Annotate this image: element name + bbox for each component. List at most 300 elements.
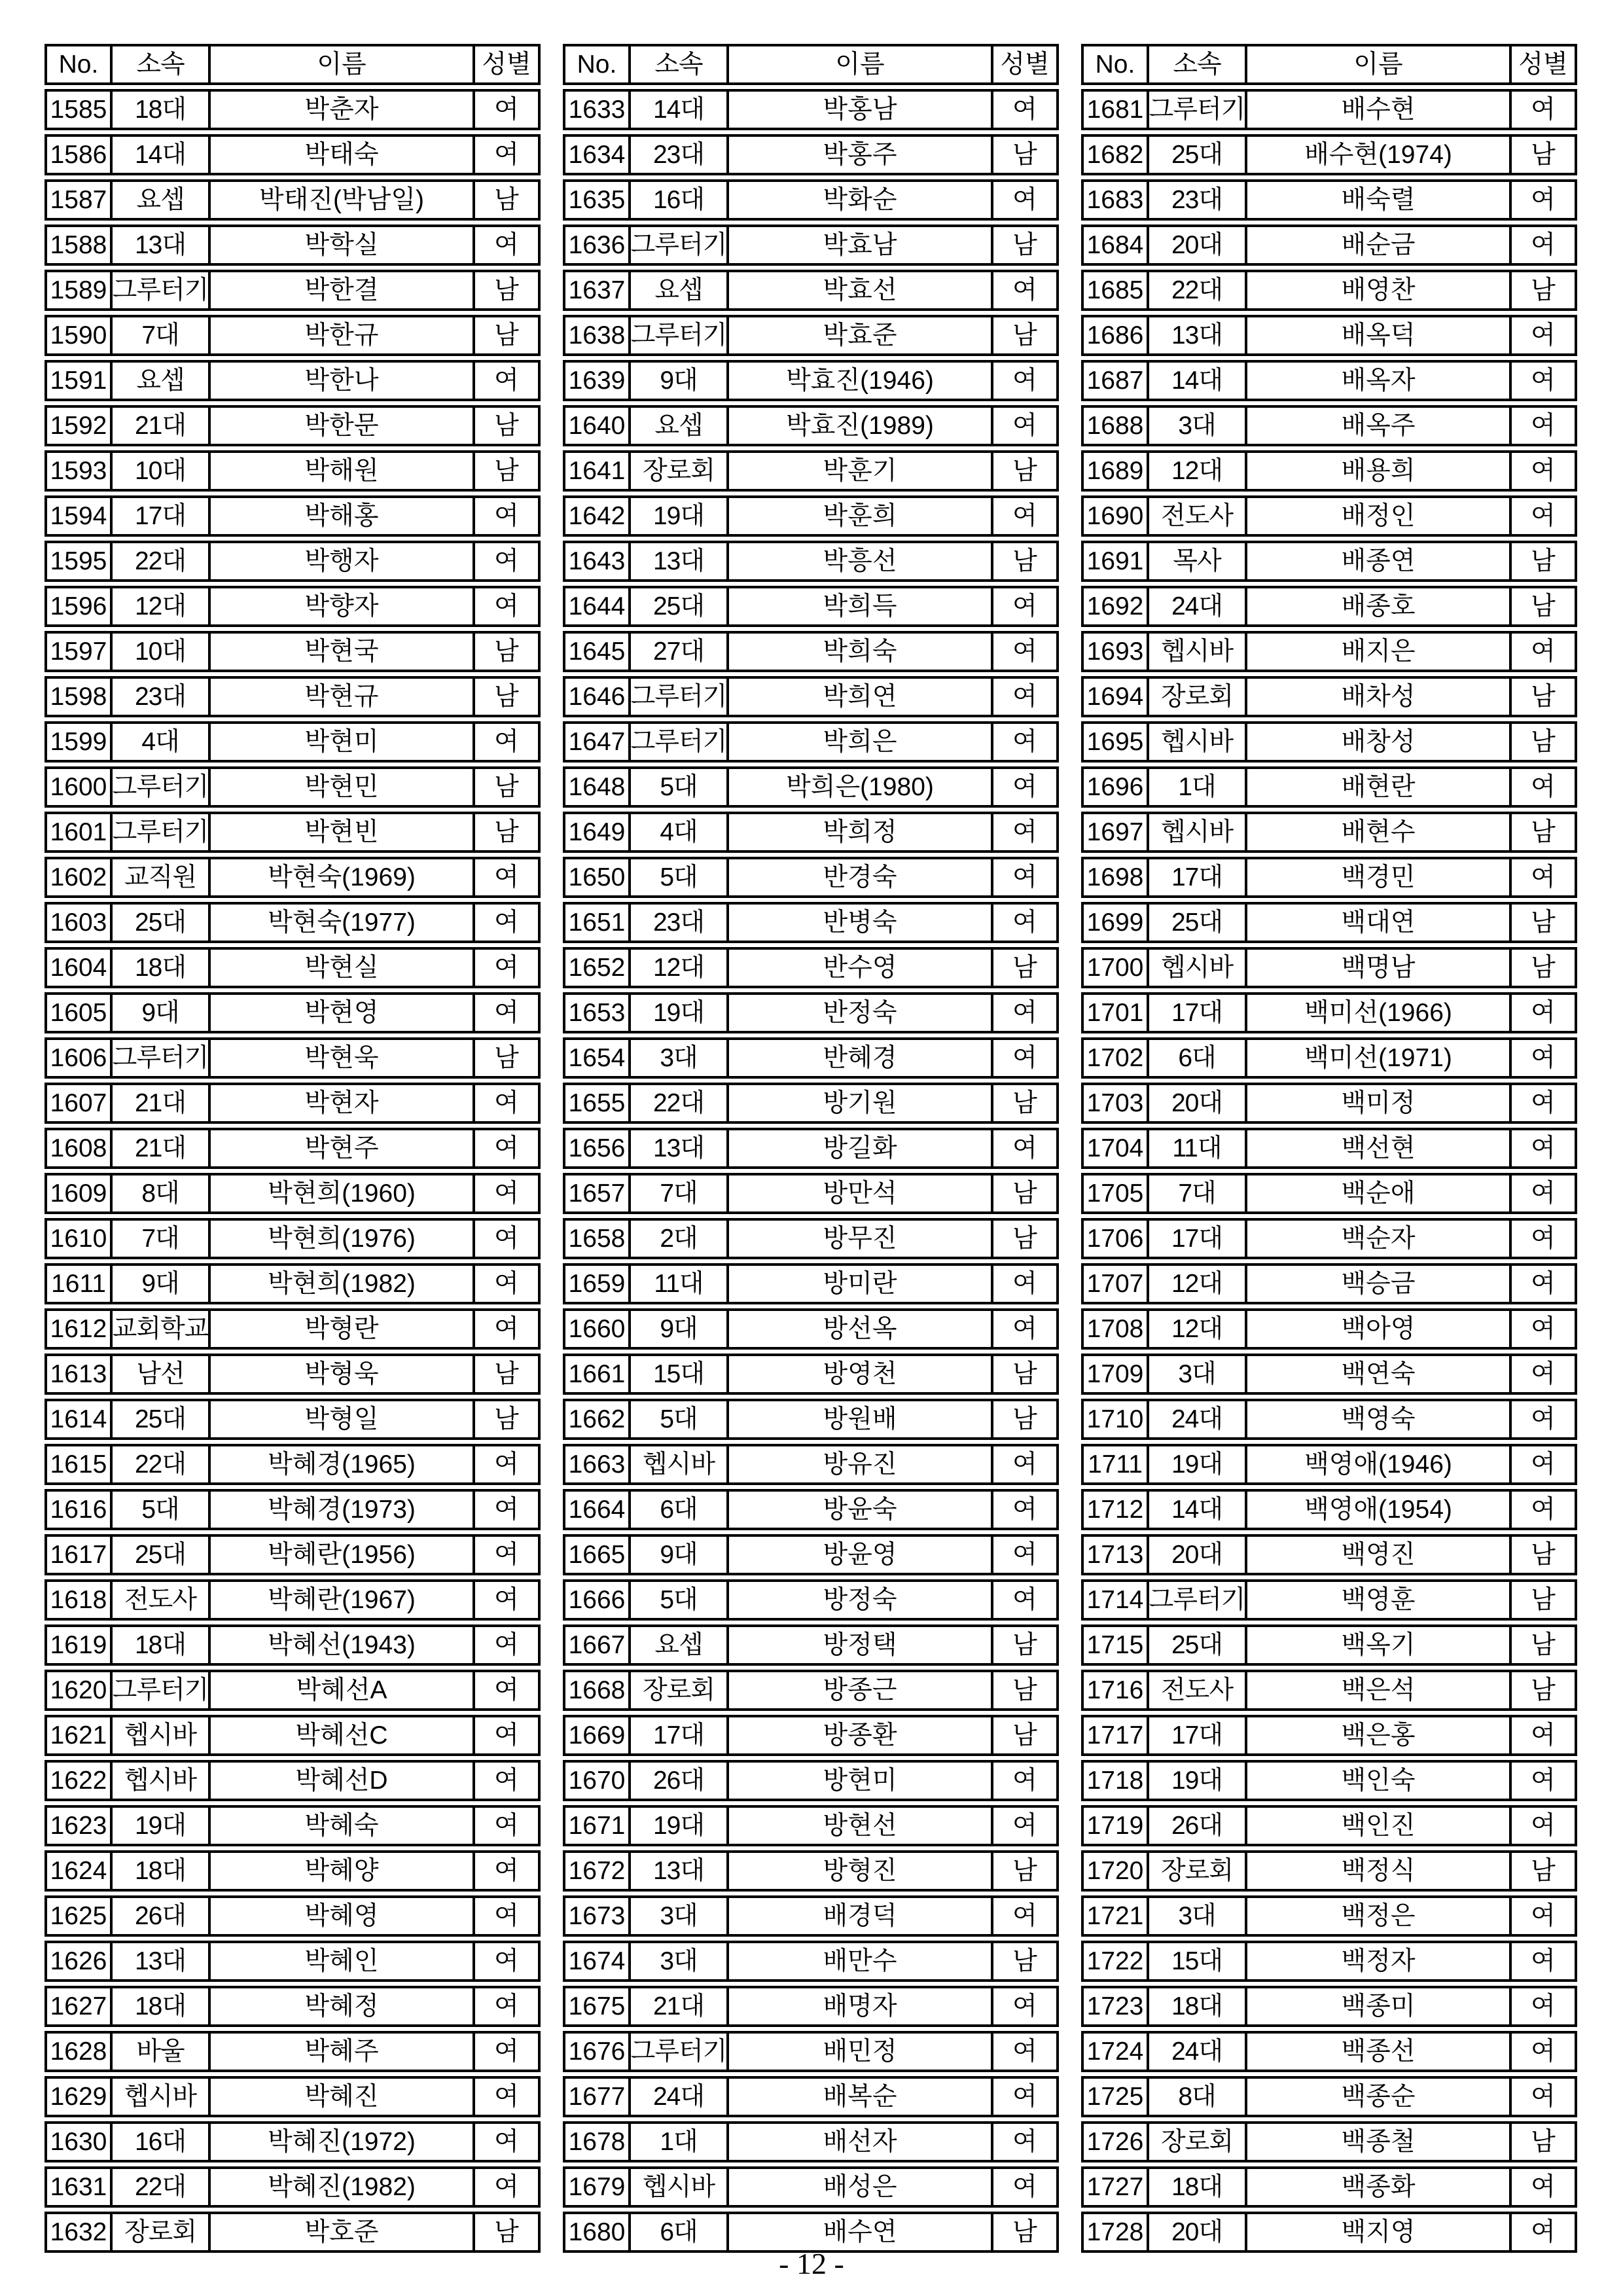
cell-gender: 여 — [1509, 408, 1575, 444]
cell-gender: 여 — [1509, 995, 1575, 1031]
cell-name: 배현수 — [1245, 814, 1509, 850]
cell-name: 박현희(1960) — [208, 1175, 473, 1211]
cell-gender: 여 — [991, 2169, 1056, 2205]
table-row — [1081, 766, 1577, 808]
cell-name: 백정은 — [1245, 1898, 1509, 1934]
cell-affiliation: 25대 — [1147, 905, 1245, 941]
table-row — [563, 1941, 1059, 1982]
cell-affiliation: 그루터기 — [628, 2034, 726, 2070]
cell-gender: 남 — [991, 1356, 1056, 1392]
cell-no: 1674 — [568, 1947, 626, 1975]
cell-name: 박혜선C — [208, 1717, 473, 1753]
cell-gender: 여 — [473, 588, 538, 624]
cell-affiliation: 장로회 — [1147, 2124, 1245, 2160]
table-row — [45, 1037, 541, 1079]
table-row — [1081, 1895, 1577, 1937]
cell-no: 1638 — [568, 321, 626, 350]
cell-no: 1701 — [1086, 999, 1144, 1027]
cell-gender: 여 — [1509, 1492, 1575, 1528]
cell-name: 백지영 — [1245, 2214, 1509, 2250]
cell-no: 1713 — [1086, 1541, 1144, 1569]
table-row — [1081, 1715, 1577, 1756]
cell-gender: 여 — [473, 92, 538, 128]
cell-gender: 남 — [1509, 724, 1575, 760]
cell-no: 1692 — [1086, 592, 1144, 620]
cell-affiliation: 17대 — [628, 1717, 726, 1753]
cell-affiliation: 24대 — [1147, 1401, 1245, 1437]
cell-name: 배창성 — [1245, 724, 1509, 760]
cell-affiliation: 11대 — [628, 1266, 726, 1302]
cell-gender: 여 — [1509, 1763, 1575, 1799]
cell-name: 반혜경 — [726, 1040, 991, 1076]
cell-name: 백정자 — [1245, 1943, 1509, 1979]
cell-no: 1710 — [1086, 1405, 1144, 1433]
cell-no: 1633 — [568, 96, 626, 124]
cell-affiliation: 4대 — [628, 814, 726, 850]
cell-affiliation: 4대 — [110, 724, 208, 760]
cell-name: 박희은 — [726, 724, 991, 760]
header-affiliation: 소속 — [110, 46, 208, 82]
cell-no: 1617 — [50, 1541, 107, 1569]
table-row — [45, 360, 541, 401]
cell-gender: 여 — [1509, 1356, 1575, 1392]
cell-no: 1706 — [1086, 1225, 1144, 1253]
cell-gender: 여 — [473, 1717, 538, 1753]
cell-name: 백미선(1966) — [1245, 995, 1509, 1031]
cell-name: 박현주 — [208, 1130, 473, 1166]
cell-no: 1722 — [1086, 1947, 1144, 1975]
cell-gender: 남 — [1509, 679, 1575, 715]
cell-no: 1672 — [568, 1857, 626, 1885]
table-row — [1081, 1444, 1577, 1485]
cell-affiliation: 22대 — [110, 1446, 208, 1482]
cell-affiliation: 19대 — [628, 498, 726, 534]
cell-affiliation: 요셉 — [110, 182, 208, 218]
cell-name: 박혜선D — [208, 1763, 473, 1799]
cell-no: 1596 — [50, 592, 107, 620]
cell-affiliation: 그루터기 — [1147, 92, 1245, 128]
cell-affiliation: 전도사 — [1147, 498, 1245, 534]
cell-name: 박형욱 — [208, 1356, 473, 1392]
table-row — [1081, 270, 1577, 311]
cell-affiliation: 18대 — [110, 1988, 208, 2024]
cell-gender: 여 — [473, 950, 538, 986]
cell-gender: 여 — [1509, 92, 1575, 128]
cell-no: 1689 — [1086, 457, 1144, 485]
cell-name: 박혜양 — [208, 1853, 473, 1889]
cell-name: 반정숙 — [726, 995, 991, 1031]
cell-gender: 여 — [1509, 1988, 1575, 2024]
cell-no: 1676 — [568, 2037, 626, 2066]
cell-affiliation: 22대 — [110, 2169, 208, 2205]
member-table-2 — [563, 44, 1059, 2253]
cell-name: 박혜선(1943) — [208, 1627, 473, 1663]
cell-gender: 여 — [991, 1130, 1056, 1166]
table-row — [45, 1308, 541, 1350]
cell-gender: 여 — [1509, 1311, 1575, 1347]
table-row — [1081, 1624, 1577, 1666]
table-row — [45, 1941, 541, 1982]
cell-name: 반병숙 — [726, 905, 991, 941]
cell-name: 방현미 — [726, 1763, 991, 1799]
cell-gender: 여 — [473, 1311, 538, 1347]
cell-affiliation: 25대 — [1147, 137, 1245, 173]
member-table-3 — [1081, 44, 1577, 2253]
cell-name: 박혜인 — [208, 1943, 473, 1979]
cell-affiliation: 3대 — [1147, 1898, 1245, 1934]
cell-name: 배종연 — [1245, 543, 1509, 579]
cell-name: 박태숙 — [208, 137, 473, 173]
table-row — [1081, 947, 1577, 988]
cell-name: 박화순 — [726, 182, 991, 218]
cell-name: 백영진 — [1245, 1537, 1509, 1573]
cell-no: 1703 — [1086, 1089, 1144, 1117]
cell-affiliation: 15대 — [1147, 1943, 1245, 1979]
cell-gender: 남 — [991, 2214, 1056, 2250]
cell-gender: 여 — [473, 2169, 538, 2205]
cell-affiliation: 18대 — [110, 950, 208, 986]
cell-name: 박현희(1982) — [208, 1266, 473, 1302]
table-row — [1081, 1308, 1577, 1350]
cell-name: 박혜진(1982) — [208, 2169, 473, 2205]
cell-no: 1600 — [50, 773, 107, 801]
cell-gender: 여 — [991, 724, 1056, 760]
cell-gender: 여 — [473, 1988, 538, 2024]
cell-affiliation: 그루터기 — [628, 227, 726, 263]
cell-gender: 여 — [473, 1763, 538, 1799]
cell-gender: 여 — [991, 1492, 1056, 1528]
cell-name: 박춘자 — [208, 92, 473, 128]
cell-affiliation: 교회학교 — [110, 1311, 208, 1347]
table-row — [1081, 1986, 1577, 2027]
cell-name: 방유진 — [726, 1446, 991, 1482]
cell-gender: 여 — [473, 2034, 538, 2070]
cell-no: 1714 — [1086, 1586, 1144, 1614]
cell-name: 배정인 — [1245, 498, 1509, 534]
cell-affiliation: 21대 — [110, 1130, 208, 1166]
cell-gender: 남 — [473, 679, 538, 715]
cell-affiliation: 18대 — [1147, 2169, 1245, 2205]
cell-gender: 여 — [991, 1898, 1056, 1934]
member-table-1 — [45, 44, 541, 2253]
cell-no: 1591 — [50, 367, 107, 395]
cell-gender: 여 — [1509, 453, 1575, 489]
cell-no: 1629 — [50, 2083, 107, 2111]
table-row — [1081, 1083, 1577, 1124]
cell-no: 1626 — [50, 1947, 107, 1975]
cell-gender: 남 — [473, 1040, 538, 1076]
cell-name: 박현규 — [208, 679, 473, 715]
cell-name: 백종미 — [1245, 1988, 1509, 2024]
cell-affiliation: 10대 — [110, 634, 208, 670]
cell-affiliation: 17대 — [1147, 1221, 1245, 1257]
cell-gender: 남 — [473, 453, 538, 489]
cell-gender: 남 — [1509, 1672, 1575, 1708]
cell-gender: 여 — [1509, 227, 1575, 263]
cell-no: 1642 — [568, 502, 626, 530]
cell-affiliation: 13대 — [628, 543, 726, 579]
cell-no: 1644 — [568, 592, 626, 620]
cell-no: 1708 — [1086, 1315, 1144, 1343]
table-row — [563, 405, 1059, 446]
table-row — [1081, 1579, 1577, 1621]
cell-gender: 여 — [991, 272, 1056, 308]
cell-gender: 남 — [991, 1175, 1056, 1211]
cell-no: 1593 — [50, 457, 107, 485]
cell-no: 1619 — [50, 1631, 107, 1659]
cell-gender: 여 — [991, 1537, 1056, 1573]
cell-gender: 남 — [991, 1401, 1056, 1437]
cell-gender: 여 — [991, 2124, 1056, 2160]
cell-name: 박호준 — [208, 2214, 473, 2250]
cell-no: 1586 — [50, 141, 107, 169]
header-affiliation: 소속 — [1147, 46, 1245, 82]
table-row — [563, 1489, 1059, 1530]
cell-affiliation: 14대 — [110, 137, 208, 173]
cell-affiliation: 16대 — [628, 182, 726, 218]
cell-gender: 여 — [991, 995, 1056, 1031]
table-row — [1081, 1489, 1577, 1530]
cell-name: 배옥덕 — [1245, 317, 1509, 353]
table-row — [45, 450, 541, 492]
cell-affiliation: 6대 — [628, 2214, 726, 2250]
cell-gender: 여 — [1509, 2034, 1575, 2070]
cell-name: 방종근 — [726, 1672, 991, 1708]
table-row — [563, 541, 1059, 582]
cell-name: 방만석 — [726, 1175, 991, 1211]
cell-gender: 여 — [1509, 1717, 1575, 1753]
cell-gender: 여 — [1509, 1175, 1575, 1211]
table-row — [1081, 1399, 1577, 1440]
header-name: 이름 — [726, 46, 991, 82]
cell-affiliation: 5대 — [628, 859, 726, 895]
cell-no: 1683 — [1086, 186, 1144, 214]
cell-no: 1693 — [1086, 637, 1144, 666]
cell-gender: 여 — [991, 814, 1056, 850]
cell-gender: 여 — [1509, 2079, 1575, 2115]
table-row — [45, 1218, 541, 1259]
cell-no: 1650 — [568, 863, 626, 891]
cell-no: 1696 — [1086, 773, 1144, 801]
header-no: No. — [577, 50, 617, 79]
cell-name: 박혜숙 — [208, 1808, 473, 1844]
cell-affiliation: 18대 — [110, 1627, 208, 1663]
cell-gender: 여 — [1509, 1130, 1575, 1166]
cell-no: 1604 — [50, 954, 107, 982]
cell-affiliation: 장로회 — [1147, 679, 1245, 715]
table-row — [563, 1986, 1059, 2027]
table-row — [45, 89, 541, 130]
cell-no: 1623 — [50, 1812, 107, 1840]
cell-name: 백영훈 — [1245, 1582, 1509, 1618]
cell-no: 1637 — [568, 276, 626, 304]
cell-no: 1589 — [50, 276, 107, 304]
cell-gender: 여 — [473, 1492, 538, 1528]
table-row — [45, 2121, 541, 2162]
cell-gender: 남 — [473, 2214, 538, 2250]
cell-affiliation: 17대 — [1147, 859, 1245, 895]
cell-gender: 남 — [1509, 588, 1575, 624]
cell-name: 박희연 — [726, 679, 991, 715]
cell-no: 1599 — [50, 728, 107, 756]
cell-no: 1655 — [568, 1089, 626, 1117]
cell-gender: 여 — [473, 1808, 538, 1844]
table-row — [563, 1308, 1059, 1350]
cell-affiliation: 7대 — [1147, 1175, 1245, 1211]
table-row — [45, 1173, 541, 1214]
cell-no: 1715 — [1086, 1631, 1144, 1659]
cell-affiliation: 20대 — [1147, 1085, 1245, 1121]
cell-no: 1685 — [1086, 276, 1144, 304]
table-row — [45, 1715, 541, 1756]
cell-affiliation: 19대 — [110, 1808, 208, 1844]
table-row — [563, 1354, 1059, 1395]
cell-affiliation: 목사 — [1147, 543, 1245, 579]
cell-gender: 여 — [991, 1808, 1056, 1844]
cell-affiliation: 요셉 — [628, 408, 726, 444]
cell-affiliation: 14대 — [1147, 1492, 1245, 1528]
cell-gender: 여 — [991, 92, 1056, 128]
cell-affiliation: 1대 — [1147, 769, 1245, 805]
cell-affiliation: 헵시바 — [110, 1717, 208, 1753]
table-row — [45, 1444, 541, 1485]
cell-name: 배명자 — [726, 1988, 991, 2024]
table-row — [563, 450, 1059, 492]
cell-name: 방기원 — [726, 1085, 991, 1121]
cell-name: 박형일 — [208, 1401, 473, 1437]
cell-affiliation: 남선 — [110, 1356, 208, 1392]
cell-affiliation: 9대 — [110, 1266, 208, 1302]
cell-gender: 남 — [991, 1221, 1056, 1257]
cell-affiliation: 그루터기 — [110, 1672, 208, 1708]
cell-name: 백선현 — [1245, 1130, 1509, 1166]
header-gender: 성별 — [991, 46, 1056, 82]
table-row — [45, 1895, 541, 1937]
cell-affiliation: 5대 — [628, 769, 726, 805]
cell-affiliation: 24대 — [1147, 2034, 1245, 2070]
cell-gender: 여 — [991, 1266, 1056, 1302]
cell-gender: 여 — [1509, 634, 1575, 670]
cell-name: 방영천 — [726, 1356, 991, 1392]
cell-gender: 남 — [473, 1401, 538, 1437]
cell-name: 박홍주 — [726, 137, 991, 173]
table-row — [563, 1670, 1059, 1711]
cell-no: 1699 — [1086, 908, 1144, 937]
cell-affiliation: 요셉 — [628, 1627, 726, 1663]
table-row — [1081, 1670, 1577, 1711]
cell-no: 1670 — [568, 1767, 626, 1795]
table-row — [45, 2031, 541, 2072]
cell-affiliation: 17대 — [1147, 1717, 1245, 1753]
cell-name: 배숙렬 — [1245, 182, 1509, 218]
table-row — [1081, 1941, 1577, 1982]
cell-no: 1630 — [50, 2128, 107, 2156]
cell-gender: 여 — [1509, 1401, 1575, 1437]
table-row — [1081, 134, 1577, 175]
cell-affiliation: 27대 — [628, 634, 726, 670]
cell-affiliation: 17대 — [110, 498, 208, 534]
cell-gender: 남 — [473, 1356, 538, 1392]
cell-no: 1704 — [1086, 1134, 1144, 1162]
cell-name: 박혜진(1972) — [208, 2124, 473, 2160]
cell-gender: 여 — [473, 1582, 538, 1618]
cell-affiliation: 17대 — [1147, 995, 1245, 1031]
cell-name: 방형진 — [726, 1853, 991, 1889]
cell-no: 1677 — [568, 2083, 626, 2111]
table-row — [563, 1579, 1059, 1621]
table-row — [1081, 1760, 1577, 1801]
table-row — [563, 676, 1059, 717]
cell-gender: 여 — [473, 498, 538, 534]
cell-gender: 여 — [1509, 1446, 1575, 1482]
table-row — [45, 631, 541, 672]
cell-gender: 남 — [1509, 905, 1575, 941]
cell-name: 반경숙 — [726, 859, 991, 895]
cell-name: 박희숙 — [726, 634, 991, 670]
cell-no: 1686 — [1086, 321, 1144, 350]
cell-affiliation: 13대 — [110, 1943, 208, 1979]
cell-affiliation: 헵시바 — [1147, 814, 1245, 850]
cell-name: 배옥자 — [1245, 363, 1509, 399]
table-row — [1081, 721, 1577, 762]
cell-no: 1666 — [568, 1586, 626, 1614]
cell-no: 1610 — [50, 1225, 107, 1253]
cell-affiliation: 장로회 — [628, 1672, 726, 1708]
cell-affiliation: 24대 — [1147, 588, 1245, 624]
cell-name: 백순자 — [1245, 1221, 1509, 1257]
cell-no: 1602 — [50, 863, 107, 891]
table-row — [1081, 857, 1577, 898]
cell-gender: 남 — [473, 182, 538, 218]
cell-affiliation: 8대 — [1147, 2079, 1245, 2115]
cell-name: 방종환 — [726, 1717, 991, 1753]
cell-affiliation: 5대 — [110, 1492, 208, 1528]
cell-name: 박혜경(1973) — [208, 1492, 473, 1528]
cell-affiliation: 25대 — [110, 1401, 208, 1437]
table-row — [1081, 1805, 1577, 1846]
cell-name: 백미정 — [1245, 1085, 1509, 1121]
cell-name: 백옥기 — [1245, 1627, 1509, 1663]
cell-name: 박혜정 — [208, 1988, 473, 2024]
cell-no: 1657 — [568, 1179, 626, 1208]
cell-no: 1720 — [1086, 1857, 1144, 1885]
cell-no: 1707 — [1086, 1270, 1144, 1298]
cell-affiliation: 13대 — [628, 1853, 726, 1889]
cell-gender: 남 — [1509, 543, 1575, 579]
cell-affiliation: 13대 — [110, 227, 208, 263]
cell-no: 1717 — [1086, 1721, 1144, 1749]
cell-name: 박혜영 — [208, 1898, 473, 1934]
table-row — [563, 1624, 1059, 1666]
table-row — [1081, 2076, 1577, 2117]
cell-no: 1624 — [50, 1857, 107, 1885]
cell-affiliation: 장로회 — [628, 453, 726, 489]
table-row — [1081, 495, 1577, 537]
cell-affiliation: 5대 — [628, 1582, 726, 1618]
cell-affiliation: 18대 — [110, 92, 208, 128]
cell-name: 방선옥 — [726, 1311, 991, 1347]
cell-gender: 여 — [991, 363, 1056, 399]
table-row — [1081, 1128, 1577, 1169]
table-row — [1081, 2166, 1577, 2208]
cell-no: 1632 — [50, 2218, 107, 2246]
table-row — [563, 1715, 1059, 1756]
cell-affiliation: 24대 — [628, 2079, 726, 2115]
cell-gender: 여 — [1509, 1040, 1575, 1076]
cell-affiliation: 22대 — [628, 1085, 726, 1121]
cell-gender: 여 — [473, 1537, 538, 1573]
cell-no: 1694 — [1086, 683, 1144, 711]
